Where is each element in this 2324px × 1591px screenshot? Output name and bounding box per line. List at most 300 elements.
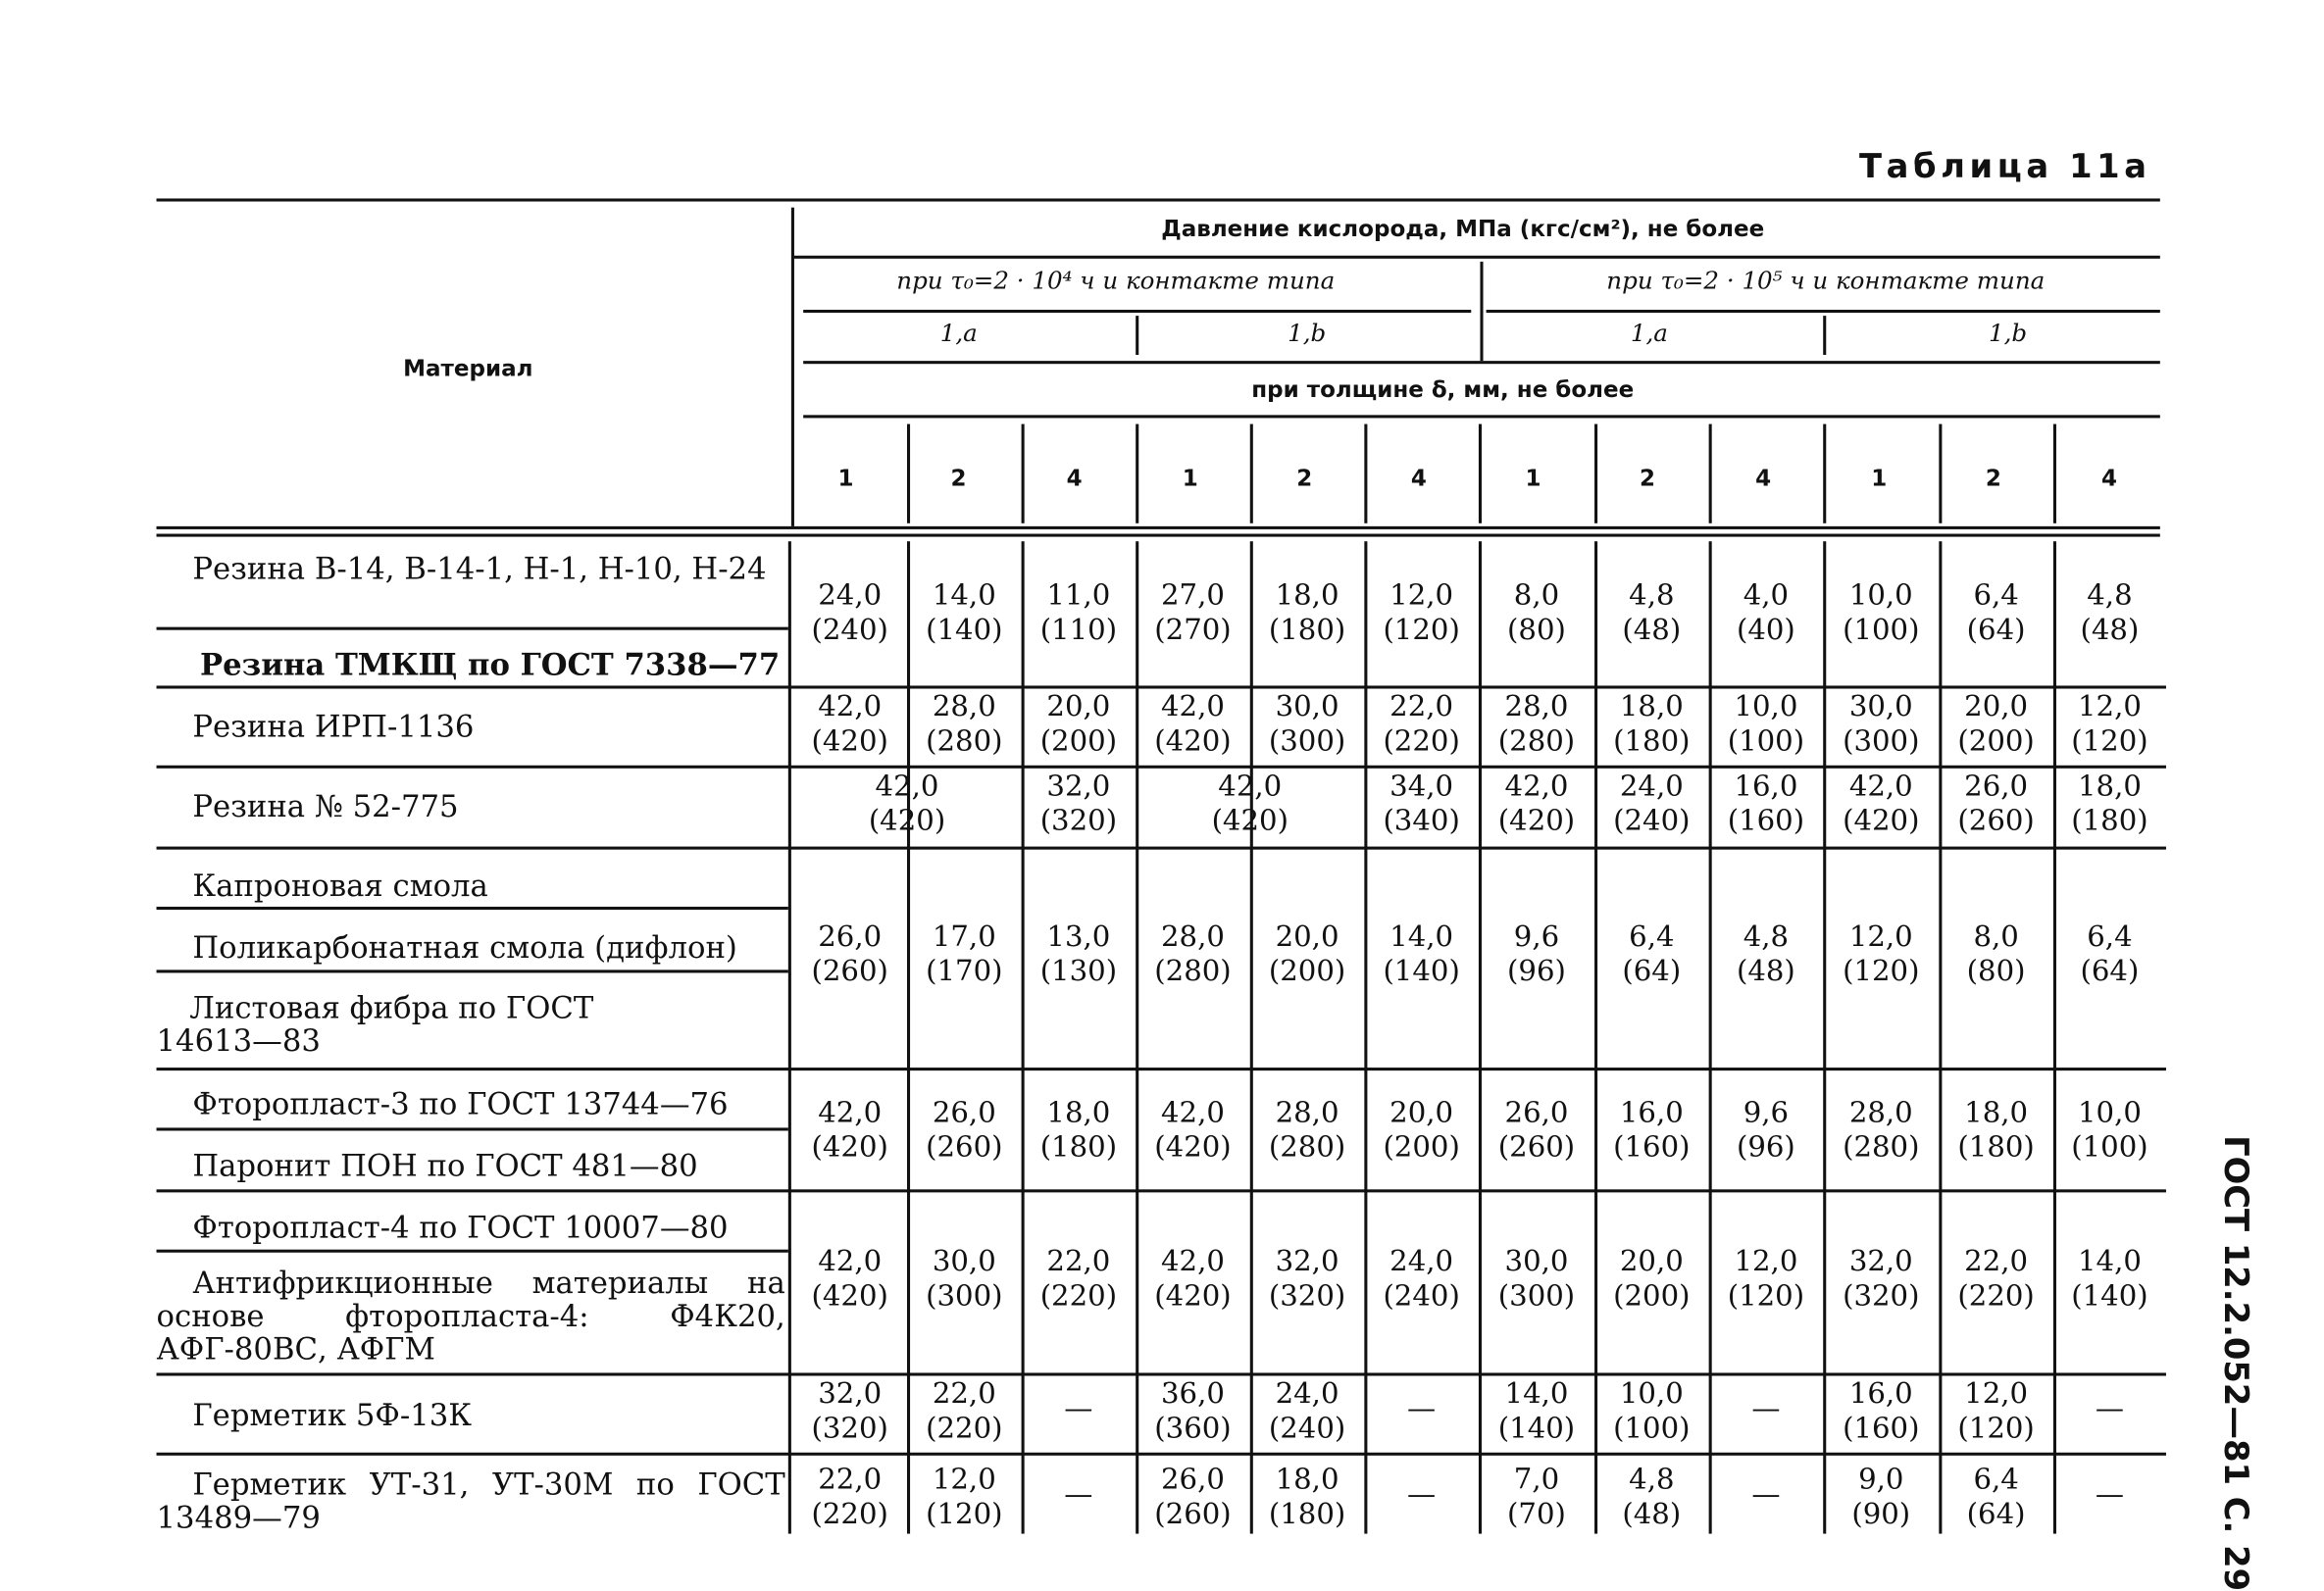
pressure-kgf: (120) <box>1727 1279 1805 1314</box>
material-name: Фторопласт-3 по ГОСТ 13744—76 <box>192 1085 729 1122</box>
pressure-mpa: 42,0 <box>818 690 883 723</box>
pressure-mpa: 18,0 <box>1275 1463 1339 1497</box>
pressure-value-cell <box>1594 1463 1709 1532</box>
pressure-mpa: 18,0 <box>2077 770 2142 804</box>
pressure-value-cell <box>1250 1245 1365 1315</box>
pressure-kgf: (180) <box>1268 613 1346 647</box>
rule-v-num <box>2053 424 2055 523</box>
pressure-value-cell <box>1022 1377 1137 1427</box>
pressure-value-cell <box>1364 579 1479 649</box>
header-group-b: при τ₀=2 · 10⁵ ч и контакте типа <box>1606 266 2046 295</box>
pressure-kgf: (180) <box>2071 804 2148 838</box>
pressure-kgf: (420) <box>1843 804 1920 838</box>
rule-v-c1 <box>1136 316 1137 355</box>
pressure-mpa: 10,0 <box>1734 690 1798 723</box>
pressure-value-cell <box>907 1096 1022 1166</box>
header-pressure: Давление кислорода, МПа (кгс/см²), не более <box>1161 215 1765 242</box>
pressure-value-cell <box>1594 770 1709 839</box>
row-rule <box>157 907 788 909</box>
pressure-value-cell <box>1479 920 1594 990</box>
rule-v-group <box>1480 262 1482 361</box>
rule-h2a <box>803 310 1471 312</box>
pressure-kgf: (220) <box>1383 724 1460 759</box>
pressure-value-cell <box>1479 690 1594 760</box>
pressure-value-cell <box>1364 1463 1479 1513</box>
pressure-value-cell <box>1022 1096 1137 1166</box>
pressure-kgf: (100) <box>1613 1412 1691 1446</box>
material-name: Резина ТМКЩ по ГОСТ 7338—77 <box>200 646 781 683</box>
pressure-mpa: 20,0 <box>1046 690 1111 723</box>
pressure-kgf: (170) <box>926 955 1003 988</box>
header-group-a: при τ₀=2 · 10⁴ ч и контакте типа <box>896 266 1336 295</box>
pressure-value-cell <box>792 579 907 649</box>
pressure-mpa: 28,0 <box>1504 690 1569 723</box>
pressure-mpa: 26,0 <box>818 920 883 954</box>
pressure-value-cell <box>792 770 1021 839</box>
material-col-border-body <box>788 541 791 1533</box>
pressure-mpa: 9,0 <box>1858 1463 1904 1497</box>
pressure-mpa: 28,0 <box>1275 1096 1339 1129</box>
pressure-mpa: 16,0 <box>1619 1096 1684 1129</box>
pressure-value-cell <box>1823 1463 1939 1532</box>
pressure-mpa: — <box>1751 1477 1781 1512</box>
pressure-kgf: (260) <box>1957 804 2035 838</box>
pressure-value-cell <box>1823 770 1939 839</box>
pressure-mpa: 12,0 <box>1848 920 1913 954</box>
rule-v-num <box>1364 424 1366 523</box>
pressure-mpa: — <box>1064 1392 1093 1426</box>
pressure-kgf: (130) <box>1039 955 1118 988</box>
pressure-kgf: (420) <box>1497 804 1576 838</box>
row-rule <box>157 1189 2166 1191</box>
pressure-mpa: 18,0 <box>1619 690 1684 723</box>
col-number: 4 <box>1066 464 1083 492</box>
pressure-value-cell <box>1022 1463 1137 1513</box>
pressure-mpa: 4,8 <box>1629 578 1675 613</box>
pressure-mpa: 22,0 <box>932 1377 996 1411</box>
pressure-kgf: (320) <box>1268 1279 1346 1314</box>
pressure-mpa: 6,4 <box>1973 1463 2019 1497</box>
material-name: Герметик УТ-31, УТ-30М по ГОСТ 13489—79 <box>156 1466 785 1536</box>
pressure-kgf: (140) <box>1383 955 1460 988</box>
pressure-mpa: — <box>2095 1392 2125 1426</box>
pressure-kgf: (70) <box>1507 1497 1566 1531</box>
col-number: 2 <box>1296 464 1313 492</box>
pressure-value-cell <box>1364 920 1479 990</box>
pressure-value-cell <box>1823 1377 1939 1447</box>
rule-v-num <box>1250 424 1252 523</box>
pressure-mpa: 4,8 <box>1743 920 1790 954</box>
pressure-mpa: 20,0 <box>1389 1096 1454 1129</box>
pressure-value-cell <box>792 920 907 990</box>
rule-v-num <box>1823 424 1825 523</box>
pressure-mpa: 22,0 <box>1389 690 1454 723</box>
header-double-rule <box>157 526 2160 529</box>
pressure-mpa: 4,8 <box>2087 578 2133 613</box>
pressure-mpa: 14,0 <box>1504 1377 1569 1411</box>
table-title: Таблица 11а <box>1859 148 2151 187</box>
pressure-mpa: 32,0 <box>1275 1245 1339 1278</box>
pressure-mpa: 6,4 <box>1973 578 2019 613</box>
pressure-mpa: 18,0 <box>1275 578 1339 613</box>
pressure-value-cell <box>1364 1096 1479 1166</box>
col-number: 4 <box>2100 464 2118 492</box>
pressure-kgf: (200) <box>1613 1279 1691 1314</box>
pressure-value-cell <box>1709 920 1824 990</box>
pressure-value-cell <box>1709 1377 1824 1427</box>
pressure-value-cell <box>1594 1245 1709 1315</box>
pressure-mpa: 42,0 <box>818 1096 883 1129</box>
material-name: Паронит ПОН по ГОСТ 481—80 <box>192 1147 698 1184</box>
row-rule <box>157 1372 2166 1374</box>
pressure-kgf: (280) <box>1497 724 1576 759</box>
pressure-kgf: (280) <box>1843 1130 1920 1165</box>
pressure-value-cell <box>1594 1096 1709 1166</box>
pressure-kgf: (180) <box>1039 1130 1118 1165</box>
pressure-mpa: 42,0 <box>1161 690 1225 723</box>
rule-v-num <box>1594 424 1596 523</box>
top-rule <box>157 198 2160 201</box>
pressure-mpa: — <box>1751 1392 1781 1426</box>
pressure-kgf: (100) <box>2071 1130 2148 1165</box>
pressure-kgf: (270) <box>1154 613 1232 647</box>
pressure-mpa: 30,0 <box>1848 690 1913 723</box>
pressure-kgf: (220) <box>926 1412 1003 1446</box>
pressure-mpa: 34,0 <box>1389 770 1454 804</box>
pressure-mpa: 24,0 <box>818 578 883 613</box>
pressure-value-cell <box>1709 1463 1824 1513</box>
pressure-mpa: 24,0 <box>1619 770 1684 804</box>
pressure-kgf: (300) <box>1268 724 1346 759</box>
pressure-kgf: (140) <box>2071 1279 2148 1314</box>
pressure-kgf: (220) <box>1039 1279 1118 1314</box>
pressure-kgf: (200) <box>1957 724 2035 759</box>
pressure-mpa: 24,0 <box>1389 1245 1454 1278</box>
pressure-mpa: 6,4 <box>2087 920 2133 954</box>
pressure-value-cell <box>1709 579 1824 649</box>
pressure-mpa: 18,0 <box>1964 1096 2029 1129</box>
pressure-kgf: (180) <box>1957 1130 2035 1165</box>
pressure-kgf: (280) <box>1268 1130 1346 1165</box>
pressure-mpa: 20,0 <box>1964 690 2029 723</box>
pressure-kgf: (160) <box>1613 1130 1691 1165</box>
pressure-value-cell <box>1136 579 1250 649</box>
pressure-mpa: 42,0 <box>1161 1245 1225 1278</box>
pressure-kgf: (300) <box>926 1279 1003 1314</box>
header-material: Материал <box>403 355 533 382</box>
pressure-value-cell <box>907 579 1022 649</box>
pressure-mpa: 12,0 <box>932 1463 996 1497</box>
pressure-mpa: 8,0 <box>1513 578 1560 613</box>
pressure-mpa: 30,0 <box>1504 1245 1569 1278</box>
pressure-mpa: 30,0 <box>932 1245 996 1278</box>
pressure-value-cell <box>907 1377 1022 1447</box>
rule-v-num <box>1136 424 1137 523</box>
pressure-kgf: (64) <box>2080 955 2140 988</box>
pressure-value-cell <box>1823 579 1939 649</box>
pressure-mpa: 4,0 <box>1743 578 1790 613</box>
pressure-kgf: (120) <box>1843 955 1920 988</box>
pressure-value-cell <box>1939 770 2053 839</box>
pressure-kgf: (340) <box>1383 804 1460 838</box>
pressure-value-cell <box>1709 1245 1824 1315</box>
pressure-kgf: (320) <box>1843 1279 1920 1314</box>
row-rule <box>157 1453 2166 1455</box>
pressure-value-cell <box>1136 1377 1250 1447</box>
pressure-kgf: (300) <box>1497 1279 1576 1314</box>
pressure-mpa: 42,0 <box>875 770 939 804</box>
pressure-kgf: (180) <box>1268 1497 1346 1531</box>
pressure-value-cell <box>1939 579 2053 649</box>
material-name: Резина № 52-775 <box>192 787 459 824</box>
header-double-rule <box>157 534 2160 536</box>
col-number: 4 <box>1755 464 1772 492</box>
pressure-mpa: 20,0 <box>1275 920 1339 954</box>
pressure-kgf: (80) <box>1966 955 2026 988</box>
row-rule <box>157 970 788 971</box>
pressure-mpa: 42,0 <box>1218 770 1283 804</box>
col-number: 1 <box>1182 464 1198 492</box>
pressure-mpa: 12,0 <box>1734 1245 1798 1278</box>
pressure-kgf: (48) <box>1736 955 1795 988</box>
pressure-kgf: (220) <box>811 1497 888 1531</box>
pressure-value-cell <box>1709 1096 1824 1166</box>
row-rule <box>157 1127 788 1129</box>
material-name: Герметик 5Ф-13К <box>192 1396 472 1433</box>
material-name: Фторопласт-4 по ГОСТ 10007—80 <box>192 1209 729 1246</box>
col-number: 2 <box>1985 464 2001 492</box>
pressure-value-cell <box>1479 1245 1594 1315</box>
pressure-kgf: (48) <box>2080 613 2140 647</box>
rule-v-num <box>907 424 909 523</box>
pressure-kgf: (80) <box>1507 613 1566 647</box>
header-contact-3: 1,a <box>1630 319 1668 348</box>
pressure-kgf: (280) <box>926 724 1003 759</box>
pressure-value-cell <box>1364 690 1479 760</box>
pressure-value-cell <box>2053 1463 2166 1513</box>
pressure-value-cell <box>792 1096 907 1166</box>
col-number: 1 <box>837 464 854 492</box>
pressure-value-cell <box>1250 1463 1365 1532</box>
pressure-mpa: 32,0 <box>818 1377 883 1411</box>
pressure-value-cell <box>1250 1377 1365 1447</box>
header-contact-1: 1,a <box>939 319 978 348</box>
pressure-value-cell <box>1939 1463 2053 1532</box>
pressure-mpa: 10,0 <box>2077 1096 2142 1129</box>
pressure-value-cell <box>1594 920 1709 990</box>
pressure-mpa: 36,0 <box>1161 1377 1225 1411</box>
pressure-kgf: (280) <box>1154 955 1232 988</box>
pressure-mpa: 16,0 <box>1848 1377 1913 1411</box>
col-number: 2 <box>950 464 967 492</box>
rule-v-num <box>1709 424 1711 523</box>
row-rule <box>157 627 788 629</box>
pressure-value-cell <box>1022 770 1137 839</box>
pressure-kgf: (160) <box>1843 1412 1920 1446</box>
header-thickness: при толщине δ, мм, не более <box>1251 375 1635 404</box>
pressure-value-cell <box>1136 1245 1250 1315</box>
col-number: 1 <box>1525 464 1541 492</box>
pressure-mpa: 18,0 <box>1046 1096 1111 1129</box>
rule-h4 <box>803 415 2160 417</box>
pressure-kgf: (200) <box>1268 955 1346 988</box>
pressure-value-cell <box>1136 920 1250 990</box>
pressure-mpa: 14,0 <box>932 578 996 613</box>
pressure-mpa: 26,0 <box>1964 770 2029 804</box>
pressure-mpa: 14,0 <box>1389 920 1454 954</box>
pressure-value-cell <box>792 1463 907 1532</box>
col-number: 1 <box>1871 464 1888 492</box>
pressure-value-cell <box>1479 579 1594 649</box>
side-caption: ГОСТ 12.2.052—81 С. 29 <box>2215 1135 2253 1591</box>
pressure-value-cell <box>1594 1377 1709 1447</box>
pressure-value-cell <box>1136 690 1250 760</box>
pressure-kgf: (64) <box>1966 1497 2026 1531</box>
pressure-kgf: (160) <box>1727 804 1805 838</box>
pressure-mpa: — <box>2095 1477 2125 1512</box>
header-contact-4: 1,b <box>1988 319 2028 348</box>
pressure-value-cell <box>1136 1463 1250 1532</box>
pressure-value-cell <box>1823 1096 1939 1166</box>
pressure-value-cell <box>1250 920 1365 990</box>
pressure-mpa: 27,0 <box>1161 578 1225 613</box>
pressure-kgf: (40) <box>1736 613 1795 647</box>
pressure-value-cell <box>1823 690 1939 760</box>
pressure-mpa: 28,0 <box>1161 920 1225 954</box>
pressure-kgf: (320) <box>811 1412 888 1446</box>
pressure-kgf: (120) <box>2071 724 2148 759</box>
pressure-value-cell <box>1022 1245 1137 1315</box>
pressure-value-cell <box>1250 1096 1365 1166</box>
pressure-mpa: 42,0 <box>1504 770 1569 804</box>
pressure-value-cell <box>2053 690 2166 760</box>
pressure-kgf: (260) <box>811 955 888 988</box>
pressure-value-cell <box>1364 770 1479 839</box>
pressure-value-cell <box>1939 1096 2053 1166</box>
pressure-value-cell <box>2053 579 2166 649</box>
pressure-mpa: 24,0 <box>1275 1377 1339 1411</box>
pressure-kgf: (64) <box>1622 955 1682 988</box>
pressure-kgf: (140) <box>1497 1412 1576 1446</box>
pressure-value-cell <box>1022 690 1137 760</box>
material-name: Резина ИРП-1136 <box>192 708 475 745</box>
material-name: Поликарбонатная смола (дифлон) <box>192 928 737 966</box>
pressure-kgf: (240) <box>1268 1412 1346 1446</box>
pressure-value-cell <box>792 690 907 760</box>
pressure-mpa: 12,0 <box>2077 690 2142 723</box>
pressure-value-cell <box>2053 1377 2166 1427</box>
pressure-mpa: — <box>1407 1392 1437 1426</box>
pressure-value-cell <box>2053 920 2166 990</box>
pressure-value-cell <box>1594 579 1709 649</box>
pressure-value-cell <box>1022 920 1137 990</box>
pressure-mpa: 7,0 <box>1513 1463 1560 1497</box>
pressure-value-cell <box>792 1377 907 1447</box>
pressure-mpa: 16,0 <box>1734 770 1798 804</box>
row-rule <box>157 1068 2166 1069</box>
pressure-kgf: (200) <box>1039 724 1118 759</box>
pressure-mpa: 30,0 <box>1275 690 1339 723</box>
pressure-mpa: 32,0 <box>1046 770 1111 804</box>
pressure-kgf: (200) <box>1383 1130 1460 1165</box>
pressure-mpa: 32,0 <box>1848 1245 1913 1278</box>
pressure-value-cell <box>1709 690 1824 760</box>
pressure-value-cell <box>1364 1245 1479 1315</box>
pressure-value-cell <box>1022 579 1137 649</box>
pressure-kgf: (420) <box>811 1130 888 1165</box>
pressure-mpa: 26,0 <box>1161 1463 1225 1497</box>
material-name: Резина В-14, В-14-1, Н-1, Н-10, Н-24 <box>192 550 767 587</box>
pressure-mpa: 9,6 <box>1743 1096 1790 1129</box>
pressure-value-cell <box>907 1463 1022 1532</box>
pressure-mpa: 42,0 <box>1848 770 1913 804</box>
pressure-value-cell <box>1479 1463 1594 1532</box>
pressure-mpa: 4,8 <box>1629 1463 1675 1497</box>
pressure-value-cell <box>1136 1096 1250 1166</box>
pressure-kgf: (240) <box>811 613 888 647</box>
pressure-value-cell <box>792 1245 907 1315</box>
rule-v-num <box>1479 424 1481 523</box>
pressure-mpa: — <box>1407 1477 1437 1512</box>
pressure-value-cell <box>1823 1245 1939 1315</box>
pressure-kgf: (120) <box>926 1497 1003 1531</box>
col-number: 4 <box>1410 464 1427 492</box>
pressure-mpa: 14,0 <box>2077 1245 2142 1278</box>
pressure-kgf: (420) <box>1154 724 1232 759</box>
pressure-mpa: 22,0 <box>1046 1245 1111 1278</box>
row-rule <box>157 1250 788 1252</box>
pressure-value-cell <box>907 1245 1022 1315</box>
pressure-value-cell <box>1250 579 1365 649</box>
pressure-mpa: — <box>1064 1477 1093 1512</box>
pressure-kgf: (420) <box>811 724 888 759</box>
pressure-kgf: (220) <box>1957 1279 2035 1314</box>
pressure-mpa: 6,4 <box>1629 920 1675 954</box>
pressure-kgf: (140) <box>926 613 1003 647</box>
pressure-mpa: 11,0 <box>1046 578 1111 613</box>
pressure-mpa: 42,0 <box>1161 1096 1225 1129</box>
pressure-value-cell <box>1594 690 1709 760</box>
pressure-mpa: 20,0 <box>1619 1245 1684 1278</box>
rule-v-c2 <box>1823 316 1825 355</box>
row-rule <box>157 685 2166 687</box>
pressure-kgf: (90) <box>1851 1497 1911 1531</box>
pressure-kgf: (100) <box>1727 724 1805 759</box>
pressure-value-cell <box>1479 1096 1594 1166</box>
pressure-value-cell <box>1479 770 1594 839</box>
row-rule <box>157 766 2166 768</box>
pressure-mpa: 10,0 <box>1619 1377 1684 1411</box>
pressure-value-cell <box>907 690 1022 760</box>
pressure-kgf: (48) <box>1622 1497 1682 1531</box>
material-name: Листовая фибра по ГОСТ 14613—83 <box>156 989 594 1059</box>
pressure-kgf: (420) <box>1154 1130 1232 1165</box>
pressure-value-cell <box>907 920 1022 990</box>
pressure-value-cell <box>1939 1377 2053 1447</box>
pressure-kgf: (320) <box>1039 804 1118 838</box>
pressure-kgf: (240) <box>1613 804 1691 838</box>
pressure-kgf: (420) <box>1211 804 1288 838</box>
pressure-kgf: (96) <box>1507 955 1566 988</box>
rule-h3 <box>803 361 2160 363</box>
pressure-mpa: 17,0 <box>932 920 996 954</box>
pressure-value-cell <box>1823 920 1939 990</box>
pressure-kgf: (180) <box>1613 724 1691 759</box>
pressure-kgf: (120) <box>1383 613 1460 647</box>
pressure-value-cell <box>1939 1245 2053 1315</box>
pressure-value-cell <box>2053 1096 2166 1166</box>
pressure-value-cell <box>1479 1377 1594 1447</box>
